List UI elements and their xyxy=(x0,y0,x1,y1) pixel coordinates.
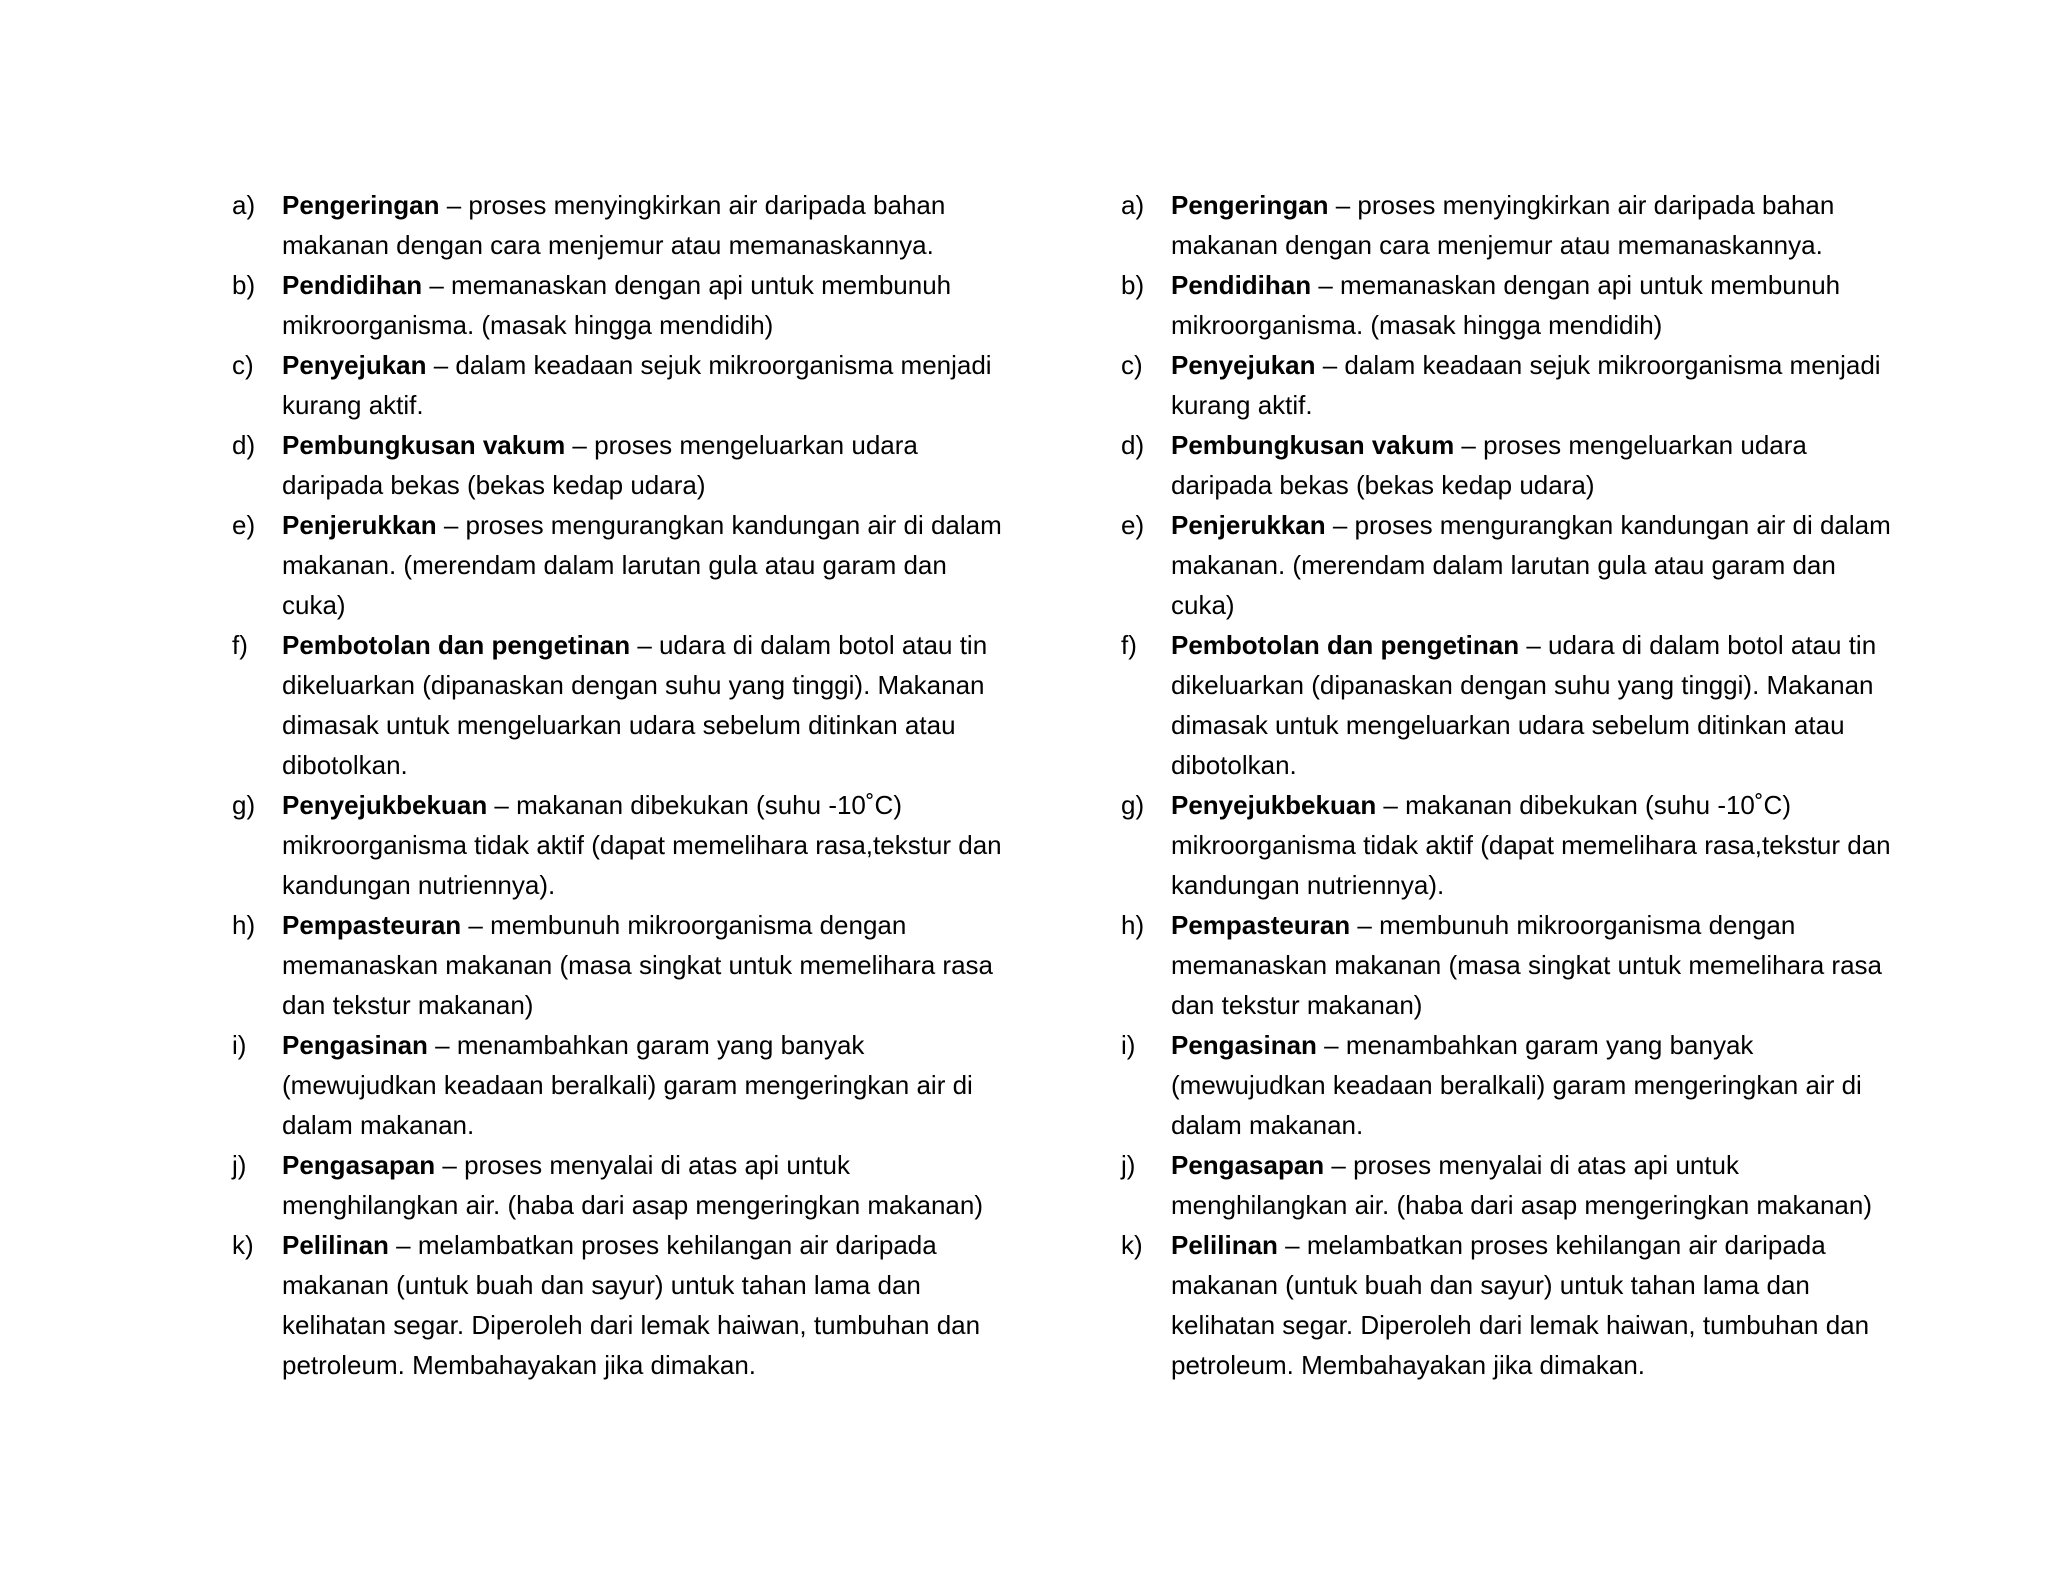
term-description: – memanaskan dengan api untuk membunuh mikroorganisma. (masak hingga mendidih) xyxy=(1171,270,1841,340)
list-item xyxy=(1121,1145,1901,1225)
term-description: – menambahkan garam yang banyak (mewujudkan keadaan beralkali) garam mengeringkan air di dalam makanan. xyxy=(1171,1030,1862,1140)
term-description: – proses mengeluarkan udara daripada bekas (bekas kedap udara) xyxy=(282,430,918,500)
list-marker: g) xyxy=(232,790,256,820)
term-bold: Pengeringan xyxy=(282,190,440,220)
term-bold: Pengasinan xyxy=(282,1030,428,1060)
list-item-text xyxy=(282,1145,1012,1225)
list-item xyxy=(232,505,1012,625)
term-bold: Pempasteuran xyxy=(282,910,462,940)
list-marker: a) xyxy=(1121,190,1145,220)
list-item-text xyxy=(1171,905,1901,1025)
list-marker: f) xyxy=(1121,630,1137,660)
list-marker: j) xyxy=(232,1150,247,1180)
term-description: – menambahkan garam yang banyak (mewujudkan keadaan beralkali) garam mengeringkan air di dalam makanan. xyxy=(282,1030,973,1140)
term-bold: Pengasapan xyxy=(282,1150,436,1180)
list-item-text xyxy=(1171,345,1901,425)
list-item-text xyxy=(1171,785,1901,905)
list-item xyxy=(1121,265,1901,345)
term-bold: Pembotolan dan pengetinan xyxy=(282,630,631,660)
term-bold: Penjerukkan xyxy=(1171,510,1326,540)
list-marker: a) xyxy=(232,190,256,220)
term-description: – membunuh mikroorganisma dengan memanaskan makanan (masa singkat untuk memelihara rasa dan tekstur makanan) xyxy=(1171,910,1883,1020)
term-bold: Penyejukan xyxy=(282,350,427,380)
list-item-text xyxy=(282,625,1012,785)
list-item xyxy=(232,185,1012,265)
list-item-text xyxy=(1171,625,1901,785)
list-marker: c) xyxy=(232,350,254,380)
list-item xyxy=(1121,625,1901,785)
term-description: – dalam keadaan sejuk mikroorganisma menjadi kurang aktif. xyxy=(1171,350,1881,420)
term-description: – melambatkan proses kehilangan air daripada makanan (untuk buah dan sayur) untuk tahan lama dan kelihatan segar. Diperoleh dari lemak haiwan, tumbuhan dan petroleum. Membahayakan jika dimakan. xyxy=(1171,1230,1870,1380)
list-item xyxy=(232,1145,1012,1225)
term-description: – proses menyingkirkan air daripada bahan makanan dengan cara menjemur atau memanaskannya. xyxy=(282,190,946,260)
list-item xyxy=(232,905,1012,1025)
term-bold: Pelilinan xyxy=(1171,1230,1278,1260)
list-marker: h) xyxy=(1121,910,1145,940)
term-bold: Pengasinan xyxy=(1171,1030,1317,1060)
term-bold: Pendidihan xyxy=(1171,270,1312,300)
term-bold: Pendidihan xyxy=(282,270,423,300)
term-description: – proses mengeluarkan udara daripada bekas (bekas kedap udara) xyxy=(1171,430,1807,500)
list-item xyxy=(1121,905,1901,1025)
right-column-list xyxy=(1121,185,1901,1385)
term-description: – proses mengurangkan kandungan air di dalam makanan. (merendam dalam larutan gula atau garam dan cuka) xyxy=(1171,510,1891,620)
term-description: – proses menyalai di atas api untuk menghilangkan air. (haba dari asap mengeringkan makanan) xyxy=(1171,1150,1872,1220)
term-description: – memanaskan dengan api untuk membunuh mikroorganisma. (masak hingga mendidih) xyxy=(282,270,952,340)
list-marker: e) xyxy=(232,510,256,540)
term-description: – proses menyalai di atas api untuk menghilangkan air. (haba dari asap mengeringkan makanan) xyxy=(282,1150,983,1220)
list-marker: k) xyxy=(1121,1230,1143,1260)
term-bold: Pembotolan dan pengetinan xyxy=(1171,630,1520,660)
list-marker: d) xyxy=(1121,430,1145,460)
list-item-text xyxy=(1171,1025,1901,1145)
list-marker: c) xyxy=(1121,350,1143,380)
list-item xyxy=(232,425,1012,505)
list-marker: d) xyxy=(232,430,256,460)
list-item xyxy=(1121,185,1901,265)
term-description: – udara di dalam botol atau tin dikeluarkan (dipanaskan dengan suhu yang tinggi). Makanan dimasak untuk mengeluarkan udara sebelum ditinkan atau dibotolkan. xyxy=(1171,630,1877,780)
list-marker: b) xyxy=(1121,270,1145,300)
list-item-text xyxy=(282,1025,1012,1145)
term-bold: Penyejukan xyxy=(1171,350,1316,380)
term-description: – makanan dibekukan (suhu -10˚C) mikroorganisma tidak aktif (dapat memelihara rasa,tekstur dan kandungan nutriennya). xyxy=(1171,790,1891,900)
list-item xyxy=(232,785,1012,905)
term-bold: Penyejukbekuan xyxy=(282,790,488,820)
list-marker: i) xyxy=(232,1030,247,1060)
term-bold: Penyejukbekuan xyxy=(1171,790,1377,820)
list-marker: g) xyxy=(1121,790,1145,820)
list-marker: j) xyxy=(1121,1150,1136,1180)
list-item xyxy=(232,345,1012,425)
list-item-text xyxy=(282,505,1012,625)
list-marker: h) xyxy=(232,910,256,940)
list-item-text xyxy=(282,1225,1012,1385)
list-item-text xyxy=(1171,185,1901,265)
term-bold: Pembungkusan vakum xyxy=(282,430,566,460)
list-marker: b) xyxy=(232,270,256,300)
term-bold: Pelilinan xyxy=(282,1230,389,1260)
list-item xyxy=(1121,345,1901,425)
list-item xyxy=(232,1225,1012,1385)
list-item-text xyxy=(282,425,1012,505)
term-description: – proses mengurangkan kandungan air di dalam makanan. (merendam dalam larutan gula atau garam dan cuka) xyxy=(282,510,1002,620)
list-item-text xyxy=(282,345,1012,425)
list-item-text xyxy=(282,185,1012,265)
list-item xyxy=(1121,1025,1901,1145)
term-description: – makanan dibekukan (suhu -10˚C) mikroorganisma tidak aktif (dapat memelihara rasa,tekstur dan kandungan nutriennya). xyxy=(282,790,1002,900)
term-description: – dalam keadaan sejuk mikroorganisma menjadi kurang aktif. xyxy=(282,350,992,420)
list-item xyxy=(232,625,1012,785)
list-item-text xyxy=(1171,1145,1901,1225)
list-marker: e) xyxy=(1121,510,1145,540)
list-item-text xyxy=(282,905,1012,1025)
list-item-text xyxy=(1171,425,1901,505)
list-marker: i) xyxy=(1121,1030,1136,1060)
term-bold: Pengeringan xyxy=(1171,190,1329,220)
list-item xyxy=(1121,1225,1901,1385)
list-item xyxy=(1121,785,1901,905)
list-item-text xyxy=(282,265,1012,345)
list-item xyxy=(1121,425,1901,505)
term-bold: Penjerukkan xyxy=(282,510,437,540)
term-description: – proses menyingkirkan air daripada bahan makanan dengan cara menjemur atau memanaskannya. xyxy=(1171,190,1835,260)
list-marker: f) xyxy=(232,630,248,660)
list-item xyxy=(232,1025,1012,1145)
list-item xyxy=(1121,505,1901,625)
left-column-list xyxy=(232,185,1012,1385)
term-description: – udara di dalam botol atau tin dikeluarkan (dipanaskan dengan suhu yang tinggi). Makanan dimasak untuk mengeluarkan udara sebelum ditinkan atau dibotolkan. xyxy=(282,630,988,780)
list-item xyxy=(232,265,1012,345)
list-item-text xyxy=(1171,1225,1901,1385)
list-item-text xyxy=(1171,505,1901,625)
list-item-text xyxy=(1171,265,1901,345)
term-description: – membunuh mikroorganisma dengan memanaskan makanan (masa singkat untuk memelihara rasa dan tekstur makanan) xyxy=(282,910,994,1020)
term-bold: Pempasteuran xyxy=(1171,910,1351,940)
term-bold: Pembungkusan vakum xyxy=(1171,430,1455,460)
list-marker: k) xyxy=(232,1230,254,1260)
term-bold: Pengasapan xyxy=(1171,1150,1325,1180)
term-description: – melambatkan proses kehilangan air daripada makanan (untuk buah dan sayur) untuk tahan lama dan kelihatan segar. Diperoleh dari lemak haiwan, tumbuhan dan petroleum. Membahayakan jika dimakan. xyxy=(282,1230,981,1380)
list-item-text xyxy=(282,785,1012,905)
